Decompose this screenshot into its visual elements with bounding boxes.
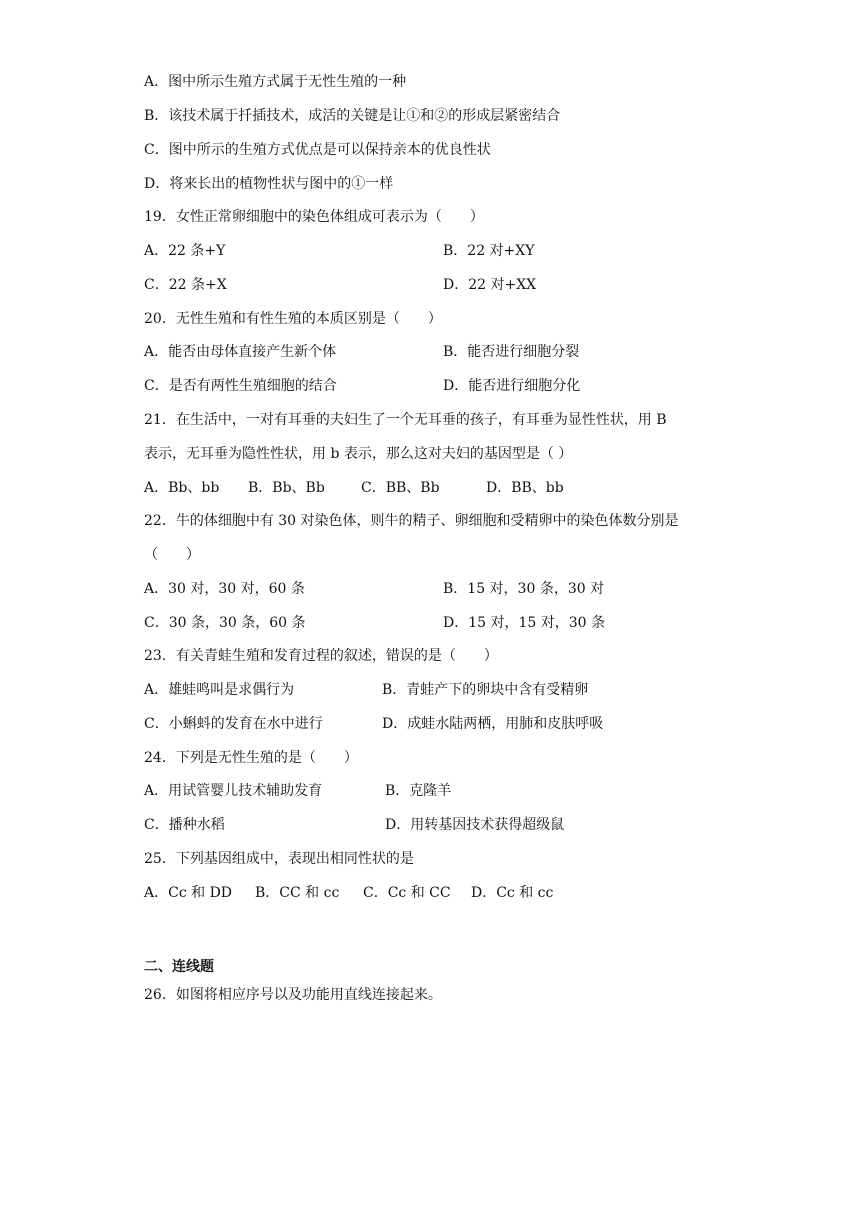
q23-stem: 23．有关青蛙生殖和发育过程的叙述，错误的是（ ）: [144, 648, 498, 664]
q22-option-a: A．30 对，30 对，60 条: [144, 581, 305, 597]
q22-stem-line-1: 22．牛的体细胞中有 30 对染色体，则牛的精子、卵细胞和受精卵中的染色体数分别是: [144, 513, 679, 529]
q19-stem: 19．女性正常卵细胞中的染色体组成可表示为（ ）: [144, 209, 484, 225]
q25-option-c: C．Cc 和 CC: [363, 885, 451, 901]
q18-option-c: C．图中所示的生殖方式优点是可以保持亲本的优良性状: [144, 142, 491, 158]
q24-stem: 24．下列是无性生殖的是（ ）: [144, 750, 358, 766]
q18-option-b: B．该技术属于扦插技术，成活的关键是让①和②的形成层紧密结合: [144, 108, 561, 124]
q21-stem-line-1: 21．在生活中，一对有耳垂的夫妇生了一个无耳垂的孩子，有耳垂为显性性状，用 B: [144, 412, 667, 428]
q20-option-b: B．能否进行细胞分裂: [443, 344, 580, 360]
q23-option-b: B．青蛙产下的卵块中含有受精卵: [382, 682, 589, 698]
q24-option-b: B．克隆羊: [385, 783, 452, 799]
q20-option-c: C．是否有两性生殖细胞的结合: [144, 378, 337, 394]
q20-option-d: D．能否进行细胞分化: [443, 378, 581, 394]
q21-option-c: C．BB、Bb: [361, 480, 440, 496]
q24-option-d: D．用转基因技术获得超级鼠: [385, 817, 565, 833]
q25-option-b: B．CC 和 cc: [255, 885, 340, 901]
q22-option-d: D．15 对，15 对，30 条: [443, 615, 606, 631]
q20-stem: 20．无性生殖和有性生殖的本质区别是（ ）: [144, 311, 442, 327]
q25-option-a: A．Cc 和 DD: [144, 885, 233, 901]
q20-option-a: A．能否由母体直接产生新个体: [144, 344, 337, 360]
q25-stem: 25．下列基因组成中，表现出相同性状的是: [144, 851, 414, 867]
q21-option-b: B．Bb、Bb: [248, 480, 325, 496]
q23-option-c: C．小蝌蚪的发育在水中进行: [144, 716, 323, 732]
q19-option-d: D．22 对+XX: [443, 277, 537, 293]
q24-option-c: C．播种水稻: [144, 817, 225, 833]
q25-option-d: D．Cc 和 cc: [471, 885, 554, 901]
q23-option-a: A．雄蛙鸣叫是求偶行为: [144, 682, 295, 698]
q26-stem: 26．如图将相应序号以及功能用直线连接起来。: [144, 987, 442, 1003]
q23-option-d: D．成蛙水陆两栖，用肺和皮肤呼吸: [382, 716, 604, 732]
q19-option-a: A．22 条+Y: [144, 243, 226, 259]
q19-option-c: C．22 条+X: [144, 277, 227, 293]
q21-option-a: A．Bb、bb: [144, 480, 220, 496]
q21-option-d: D．BB、bb: [486, 480, 564, 496]
q18-option-a: A．图中所示生殖方式属于无性生殖的一种: [144, 74, 407, 90]
section-heading: 二、连线题: [144, 959, 214, 975]
q22-stem-line-2: （ ）: [144, 547, 200, 563]
q18-option-d: D．将来长出的植物性状与图中的①一样: [144, 176, 394, 192]
q19-option-b: B．22 对+XY: [443, 243, 535, 259]
q22-option-b: B．15 对，30 条，30 对: [443, 581, 605, 597]
q21-stem-line-2: 表示，无耳垂为隐性性状，用 b 表示，那么这对夫妇的基因型是（ ）: [144, 446, 573, 462]
q22-option-c: C．30 条，30 条，60 条: [144, 615, 306, 631]
q24-option-a: A．用试管婴儿技术辅助发育: [144, 783, 323, 799]
